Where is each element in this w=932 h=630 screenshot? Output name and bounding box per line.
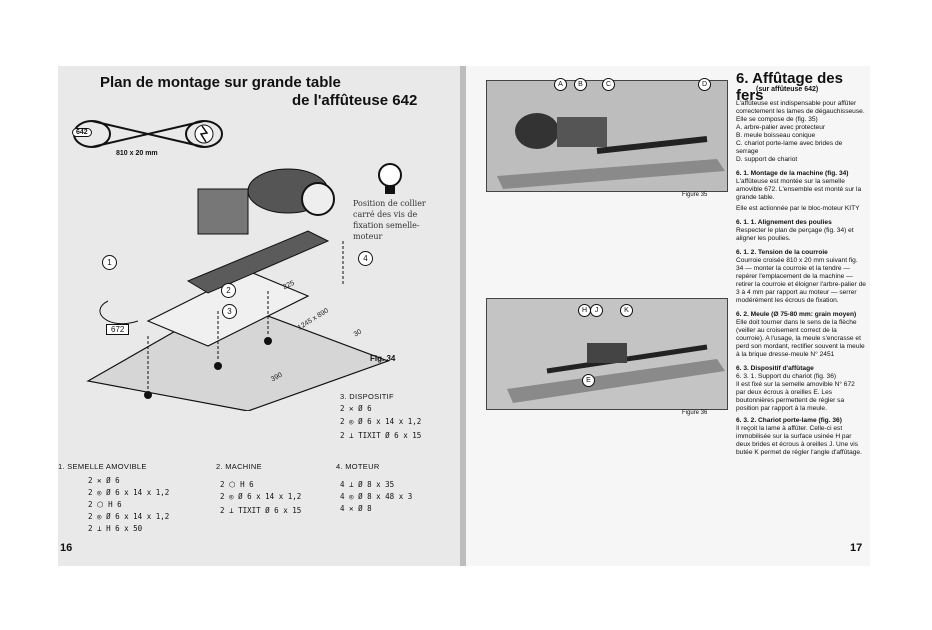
figure-36-photo bbox=[486, 298, 728, 410]
section-1-row: 2 ⬡ H 6 bbox=[88, 500, 122, 509]
paragraph: Elle est actionnée par le bloc-moteur KITY bbox=[736, 205, 860, 212]
part-number-672: 672 bbox=[106, 324, 129, 335]
assembly-drawing bbox=[78, 161, 398, 411]
paragraph: Courroie croisée 810 x 20 mm suivant fig. 34 — monter la courroie et la tendre — repérer l'emplacement de la machine — retirer la courroie et éloigner l'arbre-palier de 3 à 4 mm par rapport au moteur — serrer modérément les écrous de fixation. bbox=[736, 257, 866, 304]
figure-36-label: Figure 36 bbox=[682, 410, 708, 416]
section-2-row: 2 ◎ Ø 6 x 14 x 1,2 bbox=[220, 492, 302, 501]
subsection-heading: 6. 3. 2. Chariot porte-lame (fig. 36) bbox=[736, 417, 842, 424]
dimension-225: 225 bbox=[282, 279, 296, 292]
paragraph: Respecter le plan de perçage (fig. 34) et aligner les poulies. bbox=[736, 227, 854, 242]
subsection-heading: 6. 1. 2. Tension de la courroie bbox=[736, 249, 828, 256]
fig35-callout-a: A bbox=[554, 78, 567, 91]
fig35-callout-b: B bbox=[574, 78, 587, 91]
dimension-30: 30 bbox=[352, 328, 364, 339]
section-4-row: 4 ⊥ Ø 8 x 35 bbox=[340, 480, 395, 489]
callout-text: Position de collier carré des vis de fixation semelle-moteur bbox=[353, 199, 426, 241]
section-4-row: 4 ◎ Ø 8 x 48 x 3 bbox=[340, 492, 413, 501]
dimension-390: 390 bbox=[270, 371, 284, 384]
paragraph: D. support de chariot bbox=[736, 156, 798, 163]
paragraph: B. meule boisseau conique bbox=[736, 132, 816, 139]
fig36-callout-j: J bbox=[590, 304, 603, 317]
subsection-heading: 6. 2. Meule (Ø 75-80 mm: grain moyen) bbox=[736, 311, 857, 318]
subsection-heading: 6. 1. Montage de la machine (fig. 34) bbox=[736, 170, 849, 177]
section-2-row: 2 ⊥ TIXIT Ø 6 x 15 bbox=[220, 506, 302, 515]
paragraph: A. arbre-palier avec protecteur bbox=[736, 124, 826, 131]
dimension-table: 1245 x 890 bbox=[296, 307, 330, 332]
sharpener-illustration bbox=[487, 81, 727, 191]
subsection-heading: 6. 3. Dispositif d'affûtage bbox=[736, 365, 814, 372]
section-3-row: 2 ◎ Ø 6 x 14 x 1,2 bbox=[340, 417, 422, 426]
fig36-callout-h: H bbox=[578, 304, 591, 317]
fig35-callout-c: C bbox=[602, 78, 615, 91]
figure-35-photo bbox=[486, 80, 728, 192]
section-1-title: 1. SEMELLE AMOVIBLE bbox=[58, 462, 147, 471]
section-3-row: 2 ✕ Ø 6 bbox=[340, 404, 372, 413]
section-1-row: 2 ◎ Ø 6 x 14 x 1,2 bbox=[88, 512, 170, 521]
section-4-row: 4 ✕ Ø 8 bbox=[340, 504, 372, 513]
section-6-title: 6. Affûtage des fers bbox=[736, 70, 843, 104]
paragraph: L'affûteuse est indispensable pour affûter correctement les lames de dégauchisseuse. Elle se compose de (fig. 35) bbox=[736, 100, 865, 123]
belt-label: 642 bbox=[72, 128, 92, 137]
figure-35-label: Figure 35 bbox=[682, 192, 708, 198]
belt-size: 810 x 20 mm bbox=[116, 150, 158, 157]
callout-number-3: 3 bbox=[222, 304, 237, 319]
subsection-heading: 6. 1. 1. Alignement des poulies bbox=[736, 219, 832, 226]
right-text-column bbox=[736, 100, 866, 457]
right-page bbox=[466, 66, 870, 566]
left-page bbox=[58, 66, 460, 566]
section-3-row: 2 ⊥ TIXIT Ø 6 x 15 bbox=[340, 431, 422, 440]
fig35-callout-d: D bbox=[698, 78, 711, 91]
section-2-title: 2. MACHINE bbox=[216, 462, 262, 471]
page-number-left: 16 bbox=[60, 542, 73, 554]
section-1-row: 2 ◎ Ø 6 x 14 x 1,2 bbox=[88, 488, 170, 497]
section-1-row: 2 ✕ Ø 6 bbox=[88, 476, 120, 485]
page-number-right: 17 bbox=[850, 542, 863, 554]
figure-34-label: Fig. 34 bbox=[370, 354, 396, 363]
callout-number-4: 4 bbox=[358, 251, 373, 266]
paragraph: 6. 3. 1. Support du chariot (fig. 36) bbox=[736, 373, 837, 380]
page-title-line1: Plan de montage sur grande table bbox=[100, 74, 341, 91]
callout-number-2: 2 bbox=[221, 283, 236, 298]
fig36-callout-e: E bbox=[582, 374, 595, 387]
section-1-row: 2 ⊥ H 6 x 50 bbox=[88, 524, 143, 533]
paragraph: L'affûteuse est montée sur la semelle amovible 672. L'ensemble est monté sur la grande table. bbox=[736, 178, 862, 201]
callout-number-1: 1 bbox=[102, 255, 117, 270]
section-3-title: 3. DISPOSITIF bbox=[340, 392, 394, 401]
manual-spread bbox=[58, 66, 870, 566]
section-6-subtitle: (sur affûteuse 642) bbox=[756, 86, 819, 93]
section-2-row: 2 ⬡ H 6 bbox=[220, 480, 254, 489]
paragraph: Elle doit tourner dans le sens de la flèche (veiller au croisement correct de la courroie). A l'usage, la meule s'encrasse et perd son mordant, rectifier souvent la meule à la brique dresse-meule N° 2451 bbox=[736, 319, 865, 358]
section-4-title: 4. MOTEUR bbox=[336, 462, 380, 471]
fig36-callout-k: K bbox=[620, 304, 633, 317]
paragraph: Il est fixé sur la semelle amovible N° 672 par deux écrous à oreilles E. Les boutonnières permettent de régler sa position par rapport à la meule. bbox=[736, 381, 855, 412]
paragraph: C. chariot porte-lame avec brides de serrage bbox=[736, 140, 843, 155]
page-title-line2: de l'affûteuse 642 bbox=[292, 92, 418, 109]
paragraph: Il reçoit la lame à affûter. Celle-ci est immobilisée sur la surface usinée H par deux brides et écrous à oreilles J. Une vis butée K permet de régler l'angle d'affûtage. bbox=[736, 425, 862, 456]
carriage-illustration bbox=[487, 299, 727, 409]
